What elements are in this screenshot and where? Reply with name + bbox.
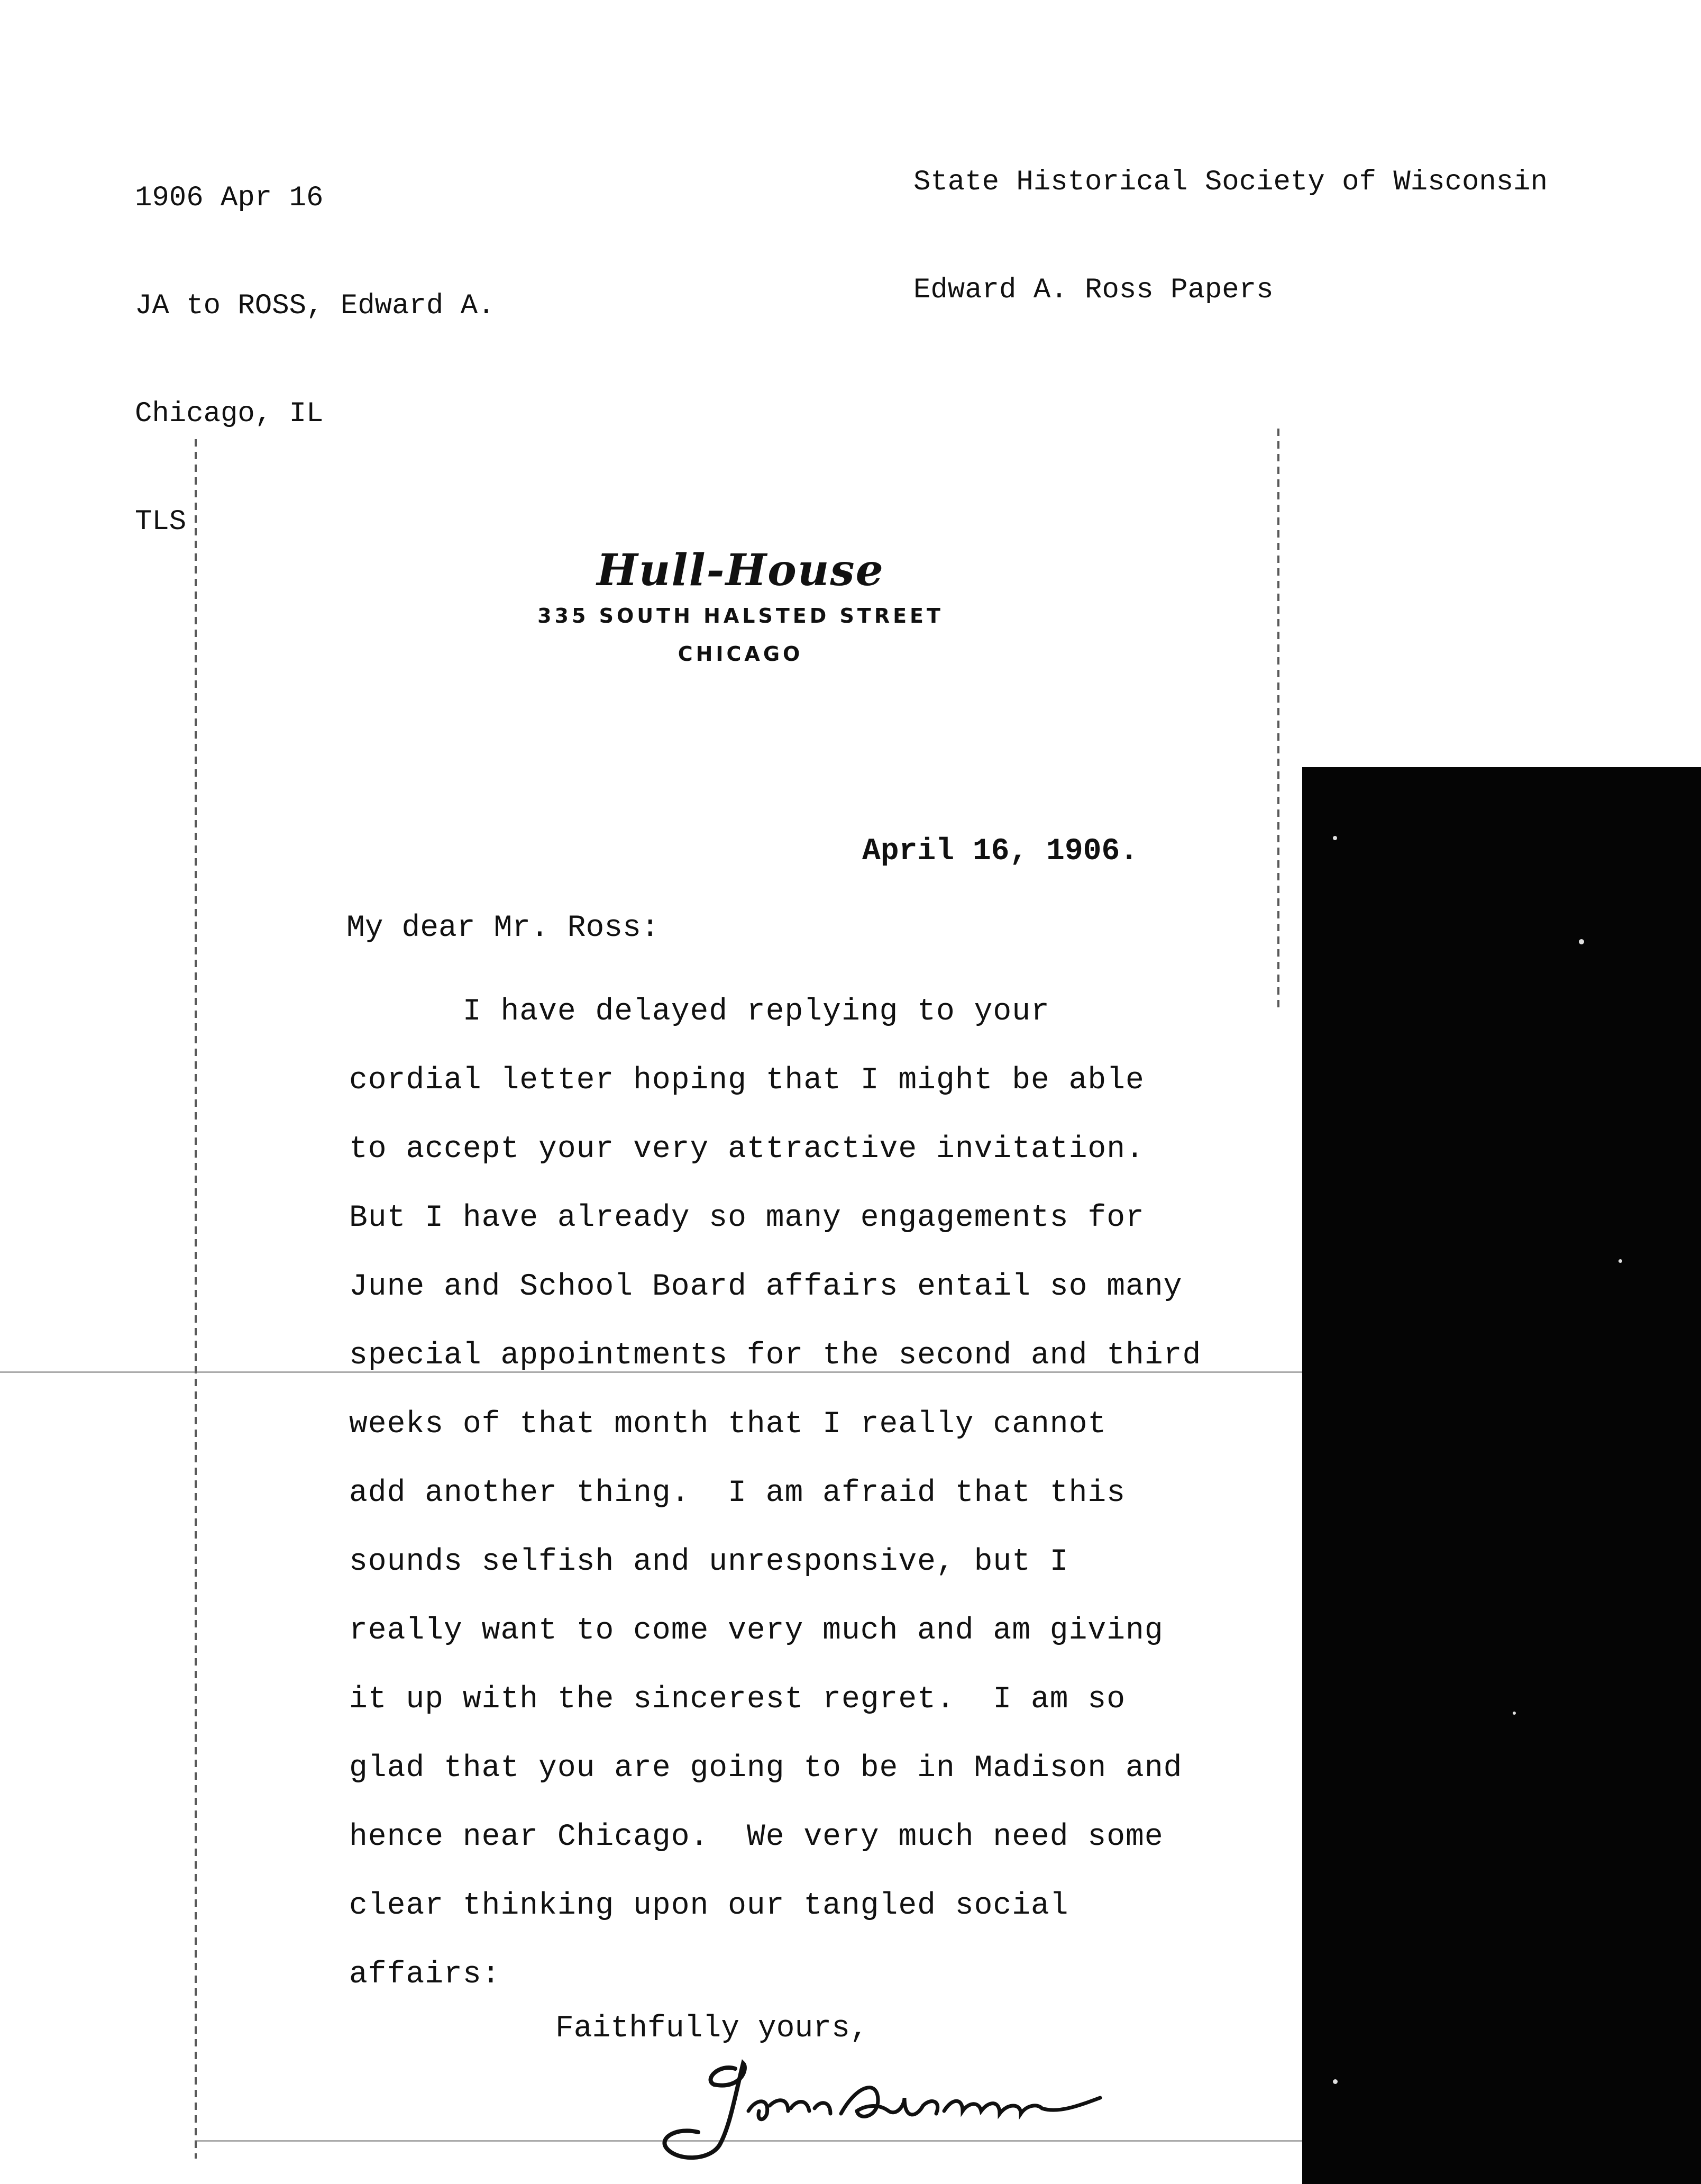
catalog-type: TLS [135,506,187,538]
scan-speck [1333,836,1337,840]
letter-line: June and School Board affairs entail so many [349,1270,1183,1304]
letter-line: affairs: [349,1958,501,1992]
letter-salutation: My dear Mr. Ross: [346,911,660,945]
scan-speck [1513,1712,1516,1715]
letter-line: really want to come very much and am giving [349,1614,1164,1648]
letterhead-name: Hull-House [597,545,884,596]
scan-speck [1333,2079,1338,2084]
letterhead-city: CHICAGO [678,642,803,666]
handwritten-signature-icon [656,2048,1211,2164]
letter-line: add another thing. I am afraid that this [349,1476,1126,1510]
letter-line: glad that you are going to be in Madison and [349,1751,1183,1786]
archive-header [913,93,1548,380]
scan-speck [1618,1259,1622,1263]
letter-line: it up with the sincerest regret. I am so [349,1682,1126,1717]
catalog-date: 1906 Apr 16 [135,182,324,214]
archive-collection: Edward A. Ross Papers [913,274,1274,306]
catalog-correspondents: JA to ROSS, Edward A. [135,290,495,322]
letter-date: April 16, 1906. [862,834,1139,869]
letter-line: clear thinking upon our tangled social [349,1889,1069,1923]
letter-body [349,978,1291,2009]
letter-line: sounds selfish and unresponsive, but I [349,1545,1069,1579]
letterhead [476,545,1005,669]
archive-institution: State Historical Society of Wisconsin [913,166,1548,198]
letter-line: special appointments for the second and third [349,1339,1202,1373]
left-frame-line [195,439,197,2159]
scan-speck [1579,939,1584,944]
letter-line: hence near Chicago. We very much need some [349,1820,1164,1854]
right-frame-line [1277,429,1279,1011]
letter-line: I have delayed replying to your [349,995,1050,1029]
letter-line: But I have already so many engagements for [349,1201,1145,1235]
scan-background-dark [1302,767,1701,2184]
letter-line: to accept your very attractive invitation. [349,1132,1145,1167]
letter-closing: Faithfully yours, [555,2012,868,2046]
letterhead-street: 335 SOUTH HALSTED STREET [537,604,944,627]
catalog-header [135,108,495,612]
catalog-place: Chicago, IL [135,398,324,430]
letter-line: cordial letter hoping that I might be able [349,1063,1145,1098]
letter-line: weeks of that month that I really cannot [349,1407,1107,1442]
